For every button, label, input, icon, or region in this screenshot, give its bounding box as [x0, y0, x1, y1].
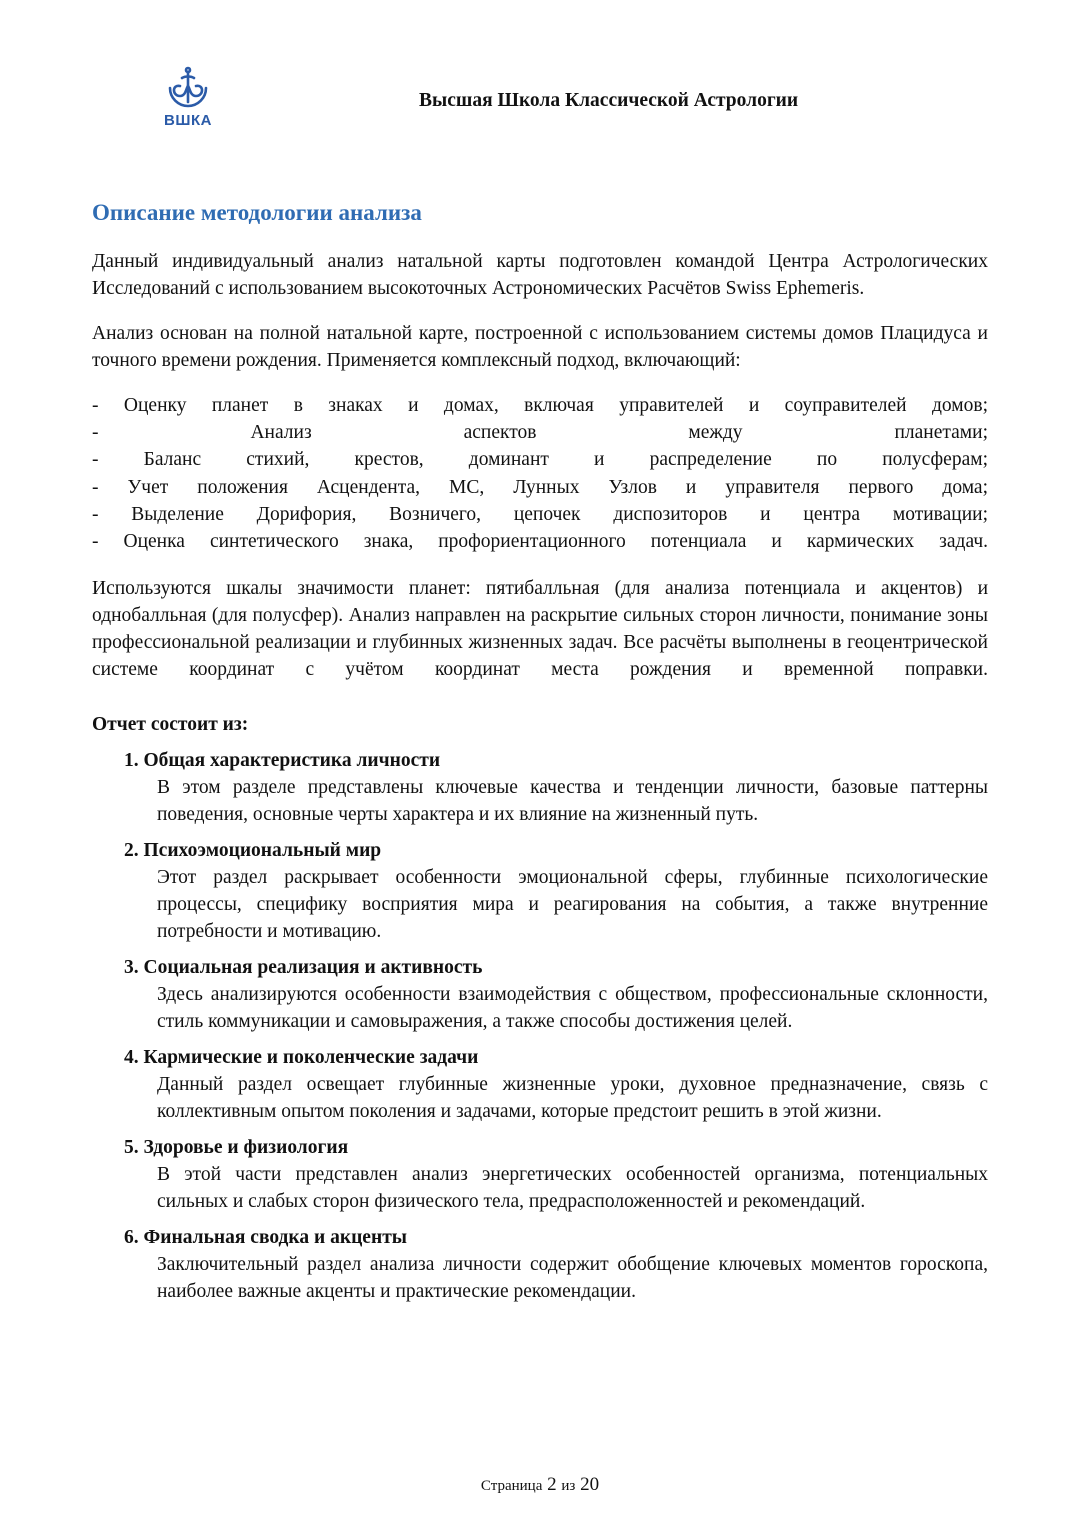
section-heading: 5. Здоровье и физиология [124, 1137, 349, 1159]
school-logo [160, 66, 216, 132]
page-number: 2 [547, 1474, 557, 1495]
logo-emblem-icon [160, 66, 216, 110]
page-total: 20 [580, 1474, 600, 1495]
page-of-label: из [561, 1478, 576, 1494]
report-section [124, 837, 988, 945]
section-heading: 1. Общая характеристика личности [124, 750, 441, 772]
logo-text: ВШКА [164, 112, 212, 129]
page-title: Описание методологии анализа [92, 200, 422, 225]
report-section [124, 1134, 988, 1215]
intro-paragraph: Данный индивидуальный анализ натальной карты подготовлен командой Центра Астрологических Исследований с использованием высокоточных Астрономических Расчётов Swiss Ephemeris. [92, 251, 988, 299]
page-footer [0, 1474, 1080, 1496]
scales-paragraph: Используются шкалы значимости планет: пятибалльная (для анализа потенциала и акцентов) и однобалльная (для полусфер). Анализ направлен на раскрытие сильных сторон личности, понимание зоны профессиональной реализации и глубинных жизненных задач. Все расчёты выполнены в геоцентрической системе координат с учётом координат места рождения и временной поправки. [92, 578, 988, 681]
section-heading: 2. Психоэмоциональный мир [124, 840, 382, 862]
section-description: Данный раздел освещает глубинные жизненные уроки, духовное предназначение, связь с коллективным опытом поколения и задачами, которые предстоит решить в этой жизни. [157, 1074, 988, 1123]
list-item: - Оценку планет в знаках и домах, включая управителей и соуправителей домов; [92, 395, 988, 416]
method-paragraph: Анализ основан на полной натальной карте, построенной с использованием системы домов Плацидуса и точного времени рождения. Применяется комплексный подход, включающий: [92, 323, 988, 371]
section-heading: 3. Социальная реализация и активность [124, 957, 483, 979]
list-item: - Баланс стихий, крестов, доминант и распределение по полусферам; [92, 449, 988, 471]
section-description: Здесь анализируются особенности взаимодействия с обществом, профессиональные склонности, стиль коммуникации и самовыражения, а также способы достижения целей. [157, 984, 988, 1033]
organization-name: Высшая Школа Классической Астрологии [419, 90, 799, 111]
report-section [124, 747, 988, 828]
list-item: - Анализ аспектов между планетами; [92, 422, 988, 444]
section-description: Этот раздел раскрывает особенности эмоциональной сферы, глубинные психологические процессы, специфику восприятия мира и реагирования на события, а также внутренние потребности и мотивацию. [157, 867, 988, 943]
list-item: - Оценка синтетического знака, профориентационного потенциала и кармических задач. [92, 531, 988, 553]
section-heading: 6. Финальная сводка и акценты [124, 1227, 407, 1249]
main-content [92, 198, 988, 1314]
report-section [124, 1044, 988, 1125]
report-section [124, 1224, 988, 1305]
section-heading: 4. Кармические и поколенческие задачи [124, 1047, 479, 1069]
report-section [124, 954, 988, 1035]
list-item: - Учет положения Асцендента, МС, Лунных Узлов и управителя первого дома; [92, 476, 988, 498]
section-description: В этом разделе представлены ключевые качества и тенденции личности, базовые паттерны поведения, основные черты характера и их влияние на жизненный путь. [157, 777, 988, 826]
section-description: Заключительный раздел анализа личности содержит обобщение ключевых моментов гороскопа, наиболее важные акценты и практические рекомендации. [157, 1254, 988, 1303]
structure-heading: Отчет состоит из: [92, 714, 249, 736]
page-label: Страница [480, 1478, 543, 1494]
section-description: В этой части представлен анализ энергетических особенностей организма, потенциальных сильных и слабых сторон физического тела, предрасположенностей и рекомендаций. [157, 1164, 988, 1213]
list-item: - Выделение Дорифория, Возничего, цепочек диспозиторов и центра мотивации; [92, 503, 988, 525]
approach-list [92, 392, 988, 555]
